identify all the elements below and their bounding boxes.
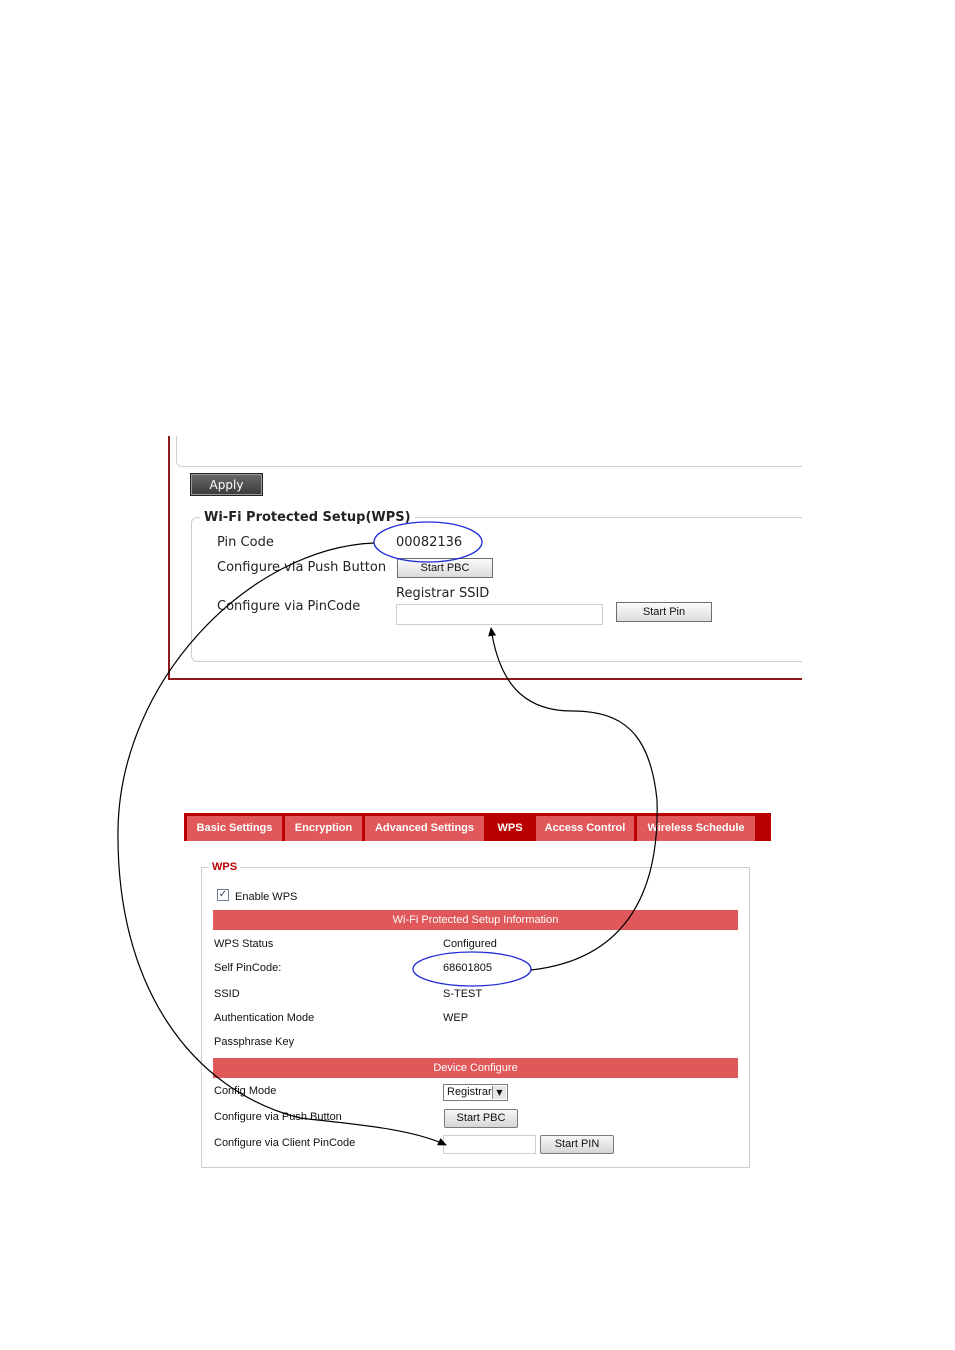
tab-wps[interactable]: WPS <box>487 816 533 841</box>
config-mode-select[interactable] <box>443 1084 508 1101</box>
self-pincode-label: Self PinCode: <box>214 962 282 974</box>
top-previous-section <box>176 436 802 467</box>
registrar-ssid-input[interactable] <box>396 604 603 625</box>
pincode-label: Configure via PinCode <box>217 599 361 614</box>
auth-mode-value: WEP <box>443 1012 469 1024</box>
wps-fieldset <box>191 517 802 662</box>
client-pincode-input[interactable] <box>443 1135 536 1154</box>
tab-bar <box>184 813 771 841</box>
ssid-value: S-TEST <box>443 988 483 1000</box>
tab-wireless-schedule[interactable]: Wireless Schedule <box>637 816 755 841</box>
push-button-label: Configure via Push Button <box>217 560 387 575</box>
chevron-down-icon: ▼ <box>492 1086 506 1099</box>
enable-wps-checkbox[interactable]: ✓ <box>218 889 228 900</box>
config-mode-value: Registrar <box>447 1086 492 1098</box>
enable-wps-label: Enable WPS <box>235 891 298 903</box>
wps-status-label: WPS Status <box>214 938 274 950</box>
self-pincode-value: 68601805 <box>443 962 492 974</box>
bottom-start-pin-button[interactable]: Start PIN <box>540 1135 614 1154</box>
wps-status-value: Configured <box>443 938 497 950</box>
pin-code-label: Pin Code <box>217 535 274 550</box>
start-pin-button[interactable]: Start Pin <box>616 602 712 622</box>
start-pbc-button[interactable]: Start PBC <box>397 558 493 578</box>
registrar-ssid-label: Registrar SSID <box>396 586 490 601</box>
wps-info-header: Wi-Fi Protected Setup Information <box>213 910 738 930</box>
config-mode-label: Config Mode <box>214 1085 277 1097</box>
wps-legend: Wi-Fi Protected Setup(WPS) <box>200 510 415 525</box>
tab-encryption[interactable]: Encryption <box>285 816 362 841</box>
tab-advanced-settings[interactable]: Advanced Settings <box>365 816 484 841</box>
ssid-label: SSID <box>214 988 240 1000</box>
device-configure-header: Device Configure <box>213 1058 738 1078</box>
bottom-push-button-label: Configure via Push Button <box>214 1111 342 1123</box>
passphrase-key-label: Passphrase Key <box>214 1036 295 1048</box>
wps-box-legend: WPS <box>209 861 240 873</box>
apply-button[interactable]: Apply <box>190 473 263 496</box>
client-pincode-label: Configure via Client PinCode <box>214 1137 356 1149</box>
tab-basic-settings[interactable]: Basic Settings <box>187 816 282 841</box>
auth-mode-label: Authentication Mode <box>214 1012 315 1024</box>
tab-access-control[interactable]: Access Control <box>536 816 634 841</box>
pin-code-value: 00082136 <box>396 535 463 550</box>
bottom-start-pbc-button[interactable]: Start PBC <box>444 1109 518 1128</box>
